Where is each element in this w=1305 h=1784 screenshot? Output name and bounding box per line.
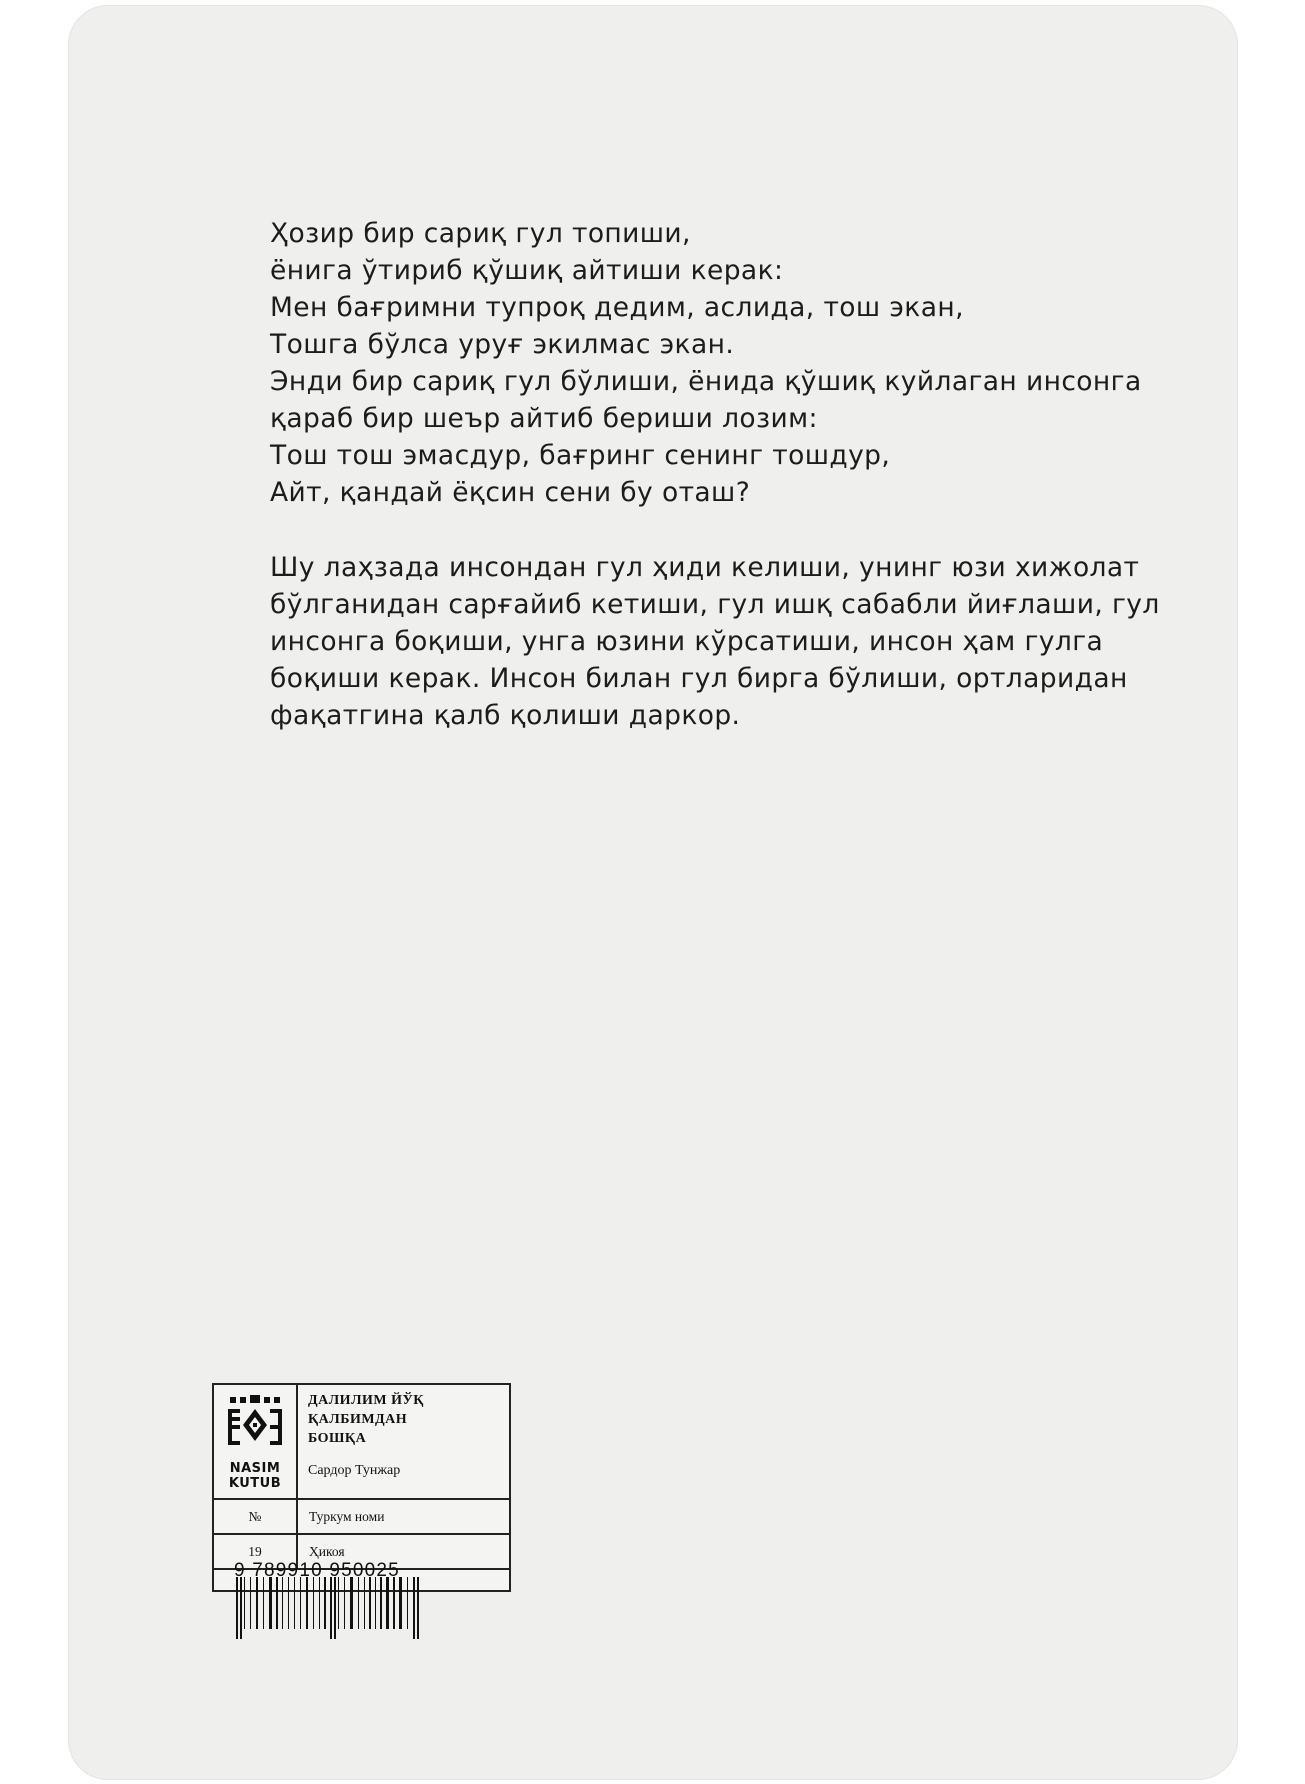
barcode-bar [399, 1577, 402, 1629]
book-title-line: ҚАЛБИМДАН [308, 1412, 408, 1427]
book-author: Сардор Тунжар [308, 1463, 401, 1478]
barcode-bars [222, 1577, 492, 1639]
barcode-bar [263, 1577, 264, 1629]
poem-block [270, 215, 1170, 511]
isbn-barcode [214, 1560, 509, 1590]
series-name-value: Ҳикоя [309, 1544, 345, 1559]
poem-line: қараб бир шеър айтиб бериши лозим: [270, 403, 818, 434]
barcode-bar [300, 1577, 301, 1629]
poem-line: ёнига ўтириб қўшиқ айтиши керак: [270, 255, 784, 286]
barcode-bar [282, 1577, 283, 1629]
paragraph-line: Шу лаҳзада инсондан гул ҳиди келиши, унинг юзи хижолат [270, 552, 1140, 583]
barcode-bar [375, 1577, 376, 1629]
barcode-bar [306, 1577, 308, 1629]
barcode-bar [324, 1577, 326, 1629]
series-num-header: № [214, 1500, 298, 1533]
paragraph-line: боқиши керак. Инсон билан гул бирга бўлиши, ортларидан [270, 663, 1128, 694]
series-header-row [214, 1500, 509, 1535]
barcode-bar [313, 1577, 314, 1629]
book-title-line: БОШҚА [308, 1431, 367, 1446]
barcode-bar [250, 1577, 251, 1629]
barcode-bar [244, 1577, 245, 1629]
isbn-number: 9 789910 950025 [234, 1560, 400, 1581]
poem-line: Ҳозир бир сариқ гул топиши, [270, 218, 691, 249]
barcode-bar [334, 1577, 336, 1639]
publisher-logo [214, 1385, 298, 1500]
poem-line: Тошга бўлса уруғ экилмас экан. [270, 329, 735, 360]
barcode-bar [330, 1577, 332, 1639]
book-title-cell [298, 1385, 509, 1500]
book-title [308, 1391, 424, 1448]
paragraph-line: фақатгина қалб қолиши даркор. [270, 700, 741, 731]
paragraph-line: инсонга боқиши, унга юзини кўрсатиши, инсон ҳам гулга [270, 626, 1104, 657]
barcode-bar [256, 1577, 258, 1629]
barcode-bar [386, 1577, 389, 1629]
barcode-bar [294, 1577, 295, 1629]
publisher-name-line2: KUTUB [228, 1476, 282, 1491]
barcode-bar [288, 1577, 289, 1629]
barcode-bar [417, 1577, 419, 1639]
ornament-icon [226, 1395, 284, 1457]
barcode-bar [276, 1577, 278, 1629]
poem-line: Айт, қандай ёқсин сени бу оташ? [270, 477, 751, 508]
poem-line: Мен бағримни тупроқ дедим, аслида, тош экан, [270, 292, 964, 323]
poem-line: Энди бир сариқ гул бўлиши, ёнида қўшиқ куйлаган инсонга [270, 366, 1142, 397]
barcode-bar [236, 1577, 238, 1639]
series-name-header: Туркум номи [309, 1509, 385, 1524]
series-num-value: 19 [214, 1535, 298, 1568]
book-info-box [212, 1383, 511, 1592]
prose-paragraph [270, 549, 1170, 734]
barcode-bar [240, 1577, 242, 1639]
barcode-bar [407, 1577, 408, 1629]
barcode-bar [369, 1577, 371, 1629]
barcode-bar [364, 1577, 365, 1629]
poem-line: Тош тош эмасдур, бағринг сенинг тошдур, [270, 440, 891, 471]
book-title-line: ДАЛИЛИМ ЙЎҚ [308, 1393, 424, 1408]
barcode-bar [344, 1577, 345, 1629]
publisher-name-line1: NASIM [229, 1461, 281, 1476]
barcode-bar [393, 1577, 395, 1629]
barcode-bar [319, 1577, 320, 1629]
paragraph-line: бўлганидан сарғайиб кетиши, гул ишқ сабабли йиғлаши, гул [270, 589, 1160, 620]
barcode-bar [413, 1577, 415, 1639]
barcode-bar [380, 1577, 382, 1629]
barcode-bar [350, 1577, 353, 1629]
barcode-bar [338, 1577, 339, 1629]
barcode-bar [358, 1577, 359, 1629]
barcode-bar [269, 1577, 272, 1629]
